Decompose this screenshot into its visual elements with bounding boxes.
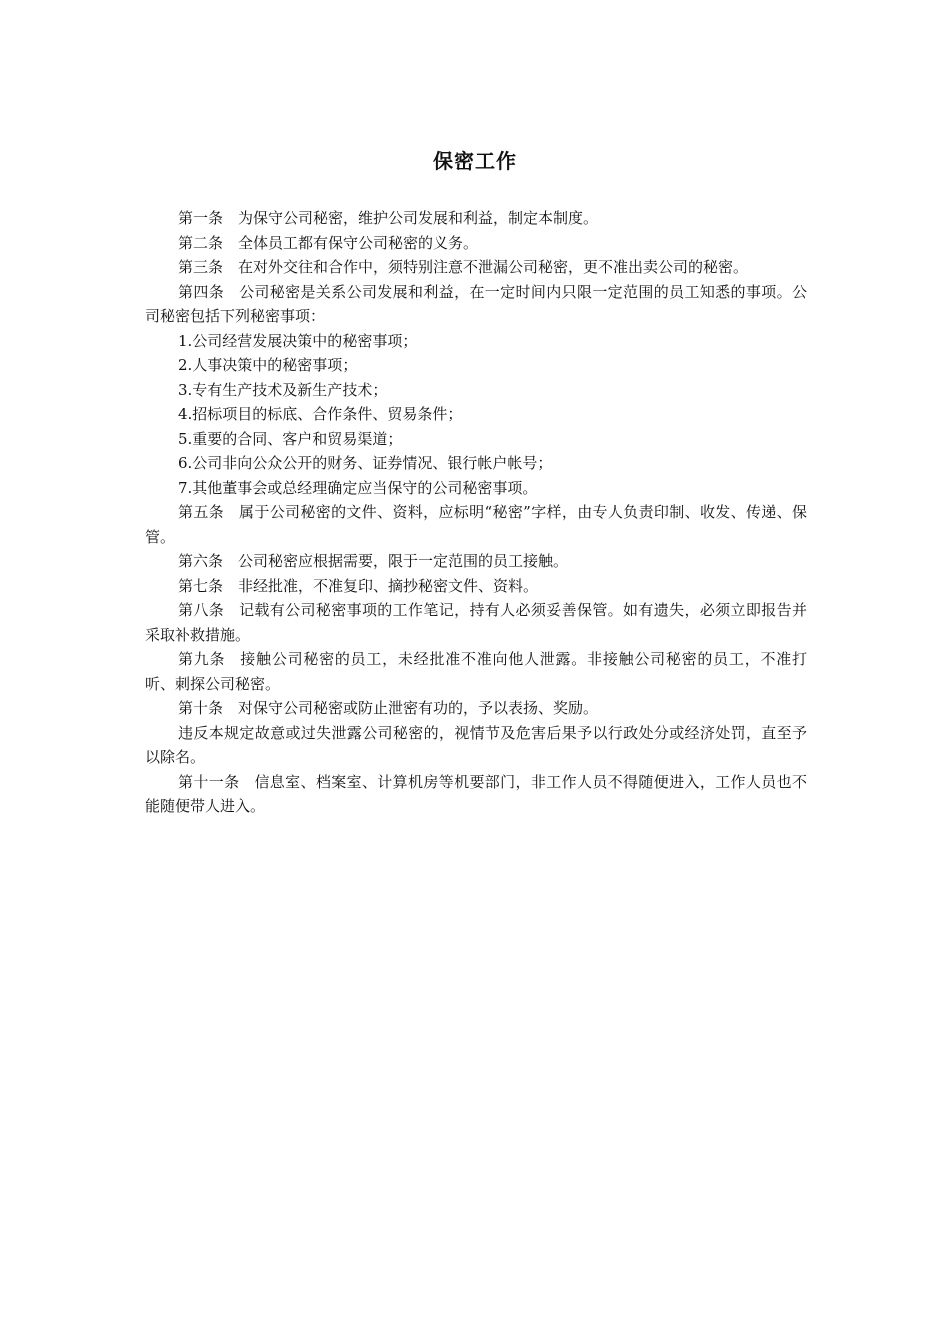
- list-item: [145, 402, 807, 427]
- article-label: 第二条: [178, 233, 224, 252]
- article-2: [145, 231, 807, 256]
- list-item-text: 5.重要的合同、客户和贸易渠道；: [178, 429, 403, 448]
- article-label: 第三条: [178, 258, 224, 276]
- article-text: 为保守公司秘密，维护公司发展和利益，制定本制度。: [238, 209, 599, 227]
- article-7: [145, 574, 807, 599]
- list-item: [145, 476, 807, 501]
- list-item-text: 1.公司经营发展决策中的秘密事项；: [178, 331, 418, 350]
- list-item: [145, 378, 807, 403]
- document-title: 保密工作: [433, 149, 517, 173]
- article-label: 第十一条: [178, 772, 240, 791]
- article-text: 公司秘密应根据需要，限于一定范围的员工接触。: [238, 552, 569, 570]
- article-text: 接触公司秘密的员工，未经批准不准向他人泄露。非接触公司秘密的员工，不准打听、刺探公司秘密。: [145, 650, 807, 693]
- article-5: [145, 500, 807, 549]
- article-text: 在对外交往和合作中，须特别注意不泄漏公司秘密，更不准出卖公司的秘密。: [238, 258, 749, 276]
- list-item: [145, 427, 807, 452]
- article-3: [145, 255, 807, 280]
- article-label: 第四条: [178, 282, 225, 301]
- list-item-text: 4.招标项目的标底、合作条件、贸易条件；: [178, 405, 463, 423]
- article-text: 信息室、档案室、计算机房等机要部门，非工作人员不得随便进入，工作人员也不能随便带人进入。: [145, 772, 807, 815]
- list-item-text: 3.专有生产技术及新生产技术；: [178, 380, 388, 399]
- list-item: [145, 353, 807, 378]
- article-label: 第八条: [178, 601, 225, 619]
- article-text: 全体员工都有保守公司秘密的义务。: [238, 233, 479, 252]
- article-11: [145, 770, 807, 819]
- article-label: 第九条: [178, 650, 226, 668]
- article-text: 非经批准，不准复印、摘抄秘密文件、资料。: [238, 576, 539, 595]
- article-text: 记载有公司秘密事项的工作笔记，持有人必须妥善保管。如有遗失，必须立即报告并采取补救措施。: [145, 601, 807, 644]
- article-label: 第十条: [178, 699, 224, 717]
- list-item: [145, 329, 807, 354]
- article-9: [145, 647, 807, 696]
- clause-text: 违反本规定故意或过失泄露公司秘密的，视情节及危害后果予以行政处分或经济处罚，直至予以除名。: [145, 723, 807, 766]
- article-label: 第五条: [178, 503, 225, 521]
- article-10: [145, 696, 807, 721]
- article-6: [145, 549, 807, 574]
- article-text: 属于公司秘密的文件、资料，应标明“秘密”字样，由专人负责印制、收发、传递、保管。: [145, 503, 807, 546]
- list-item-text: 7.其他董事会或总经理确定应当保守的公司秘密事项。: [178, 478, 538, 497]
- article-text: 对保守公司秘密或防止泄密有功的，予以表扬、奖励。: [238, 699, 599, 717]
- article-text: 公司秘密是关系公司发展和利益，在一定时间内只限一定范围的员工知悉的事项。公司秘密包括下列秘密事项：: [145, 282, 807, 325]
- article-label: 第一条: [178, 209, 224, 227]
- article-label: 第七条: [178, 576, 224, 595]
- article-1: [145, 206, 807, 231]
- document-body: [145, 206, 807, 819]
- list-item: [145, 451, 807, 476]
- article-label: 第六条: [178, 552, 224, 570]
- penalty-clause: [145, 721, 807, 770]
- list-item-text: 2.人事决策中的秘密事项；: [178, 356, 358, 374]
- list-item-text: 6.公司非向公众公开的财务、证券情况、银行帐户帐号；: [178, 454, 553, 472]
- article-8: [145, 598, 807, 647]
- article-4: [145, 280, 807, 329]
